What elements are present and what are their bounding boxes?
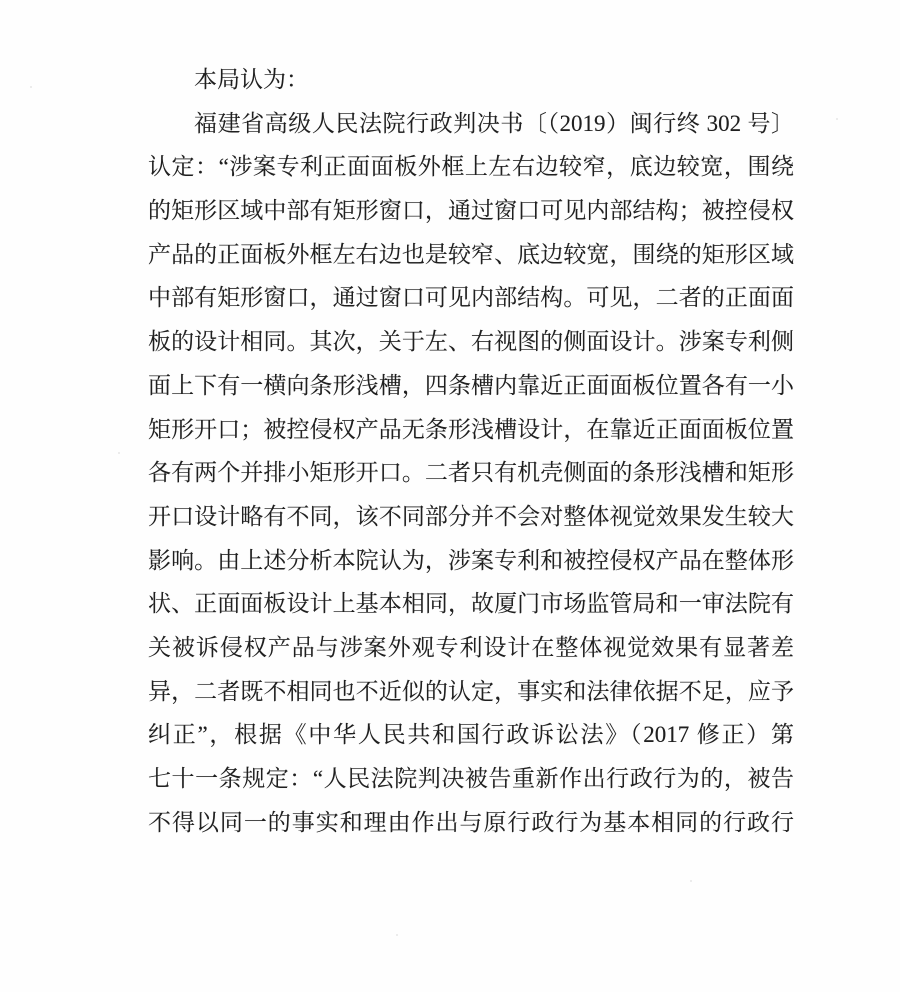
scan-noise-speck [836,118,838,120]
scan-noise-speck [396,934,398,936]
text-line: 的矩形区域中部有矩形窗口，通过窗口可见内部结构；被控侵权 [148,198,794,224]
text-block [148,58,794,844]
text-line: 中部有矩形窗口，通过窗口可见内部结构。可见，二者的正面面 [148,285,794,311]
scan-noise-speck [118,452,120,454]
scan-noise-speck [690,880,692,882]
text-line: 产品的正面板外框左右边也是较窄、底边较宽，围绕的矩形区域 [148,241,794,267]
text-line: 各有两个并排小矩形开口。二者只有机壳侧面的条形浅槽和矩形 [148,460,794,486]
scan-noise-speck [30,86,32,88]
text-line: 福建省高级人民法院行政判决书〔（2019）闽行终 302 号〕 [194,110,794,136]
text-line: 开口设计略有不同，该不同部分并不会对整体视觉效果发生较大 [148,503,794,529]
text-line: 纠正”，根据《中华人民共和国行政诉讼法》（2017 修正）第 [148,722,794,748]
text-line: 七十一条规定：“人民法院判决被告重新作出行政行为的，被告 [148,766,794,791]
text-line: 面上下有一横向条形浅槽，四条槽内靠近正面面板位置各有一小 [148,372,794,398]
text-line: 认定：“涉案专利正面面板外框上左右边较窄，底边较宽，围绕 [148,154,794,180]
text-line: 影响。由上述分析本院认为，涉案专利和被控侵权产品在整体形 [148,547,794,573]
text-line: 本局认为： [194,67,309,92]
text-line: 异，二者既不相同也不近似的认定，事实和法律依据不足，应予 [148,678,794,704]
text-line: 板的设计相同。其次，关于左、右视图的侧面设计。涉案专利侧 [148,329,794,355]
text-line: 不得以同一的事实和理由作出与原行政行为基本相同的行政行 [148,809,794,835]
text-line: 矩形开口；被控侵权产品无条形浅槽设计，在靠近正面面板位置 [148,416,794,442]
text-line: 关被诉侵权产品与涉案外观专利设计在整体视觉效果有显著差 [148,634,794,660]
text-line: 状、正面面板设计上基本相同，故厦门市场监管局和一审法院有 [148,591,794,617]
